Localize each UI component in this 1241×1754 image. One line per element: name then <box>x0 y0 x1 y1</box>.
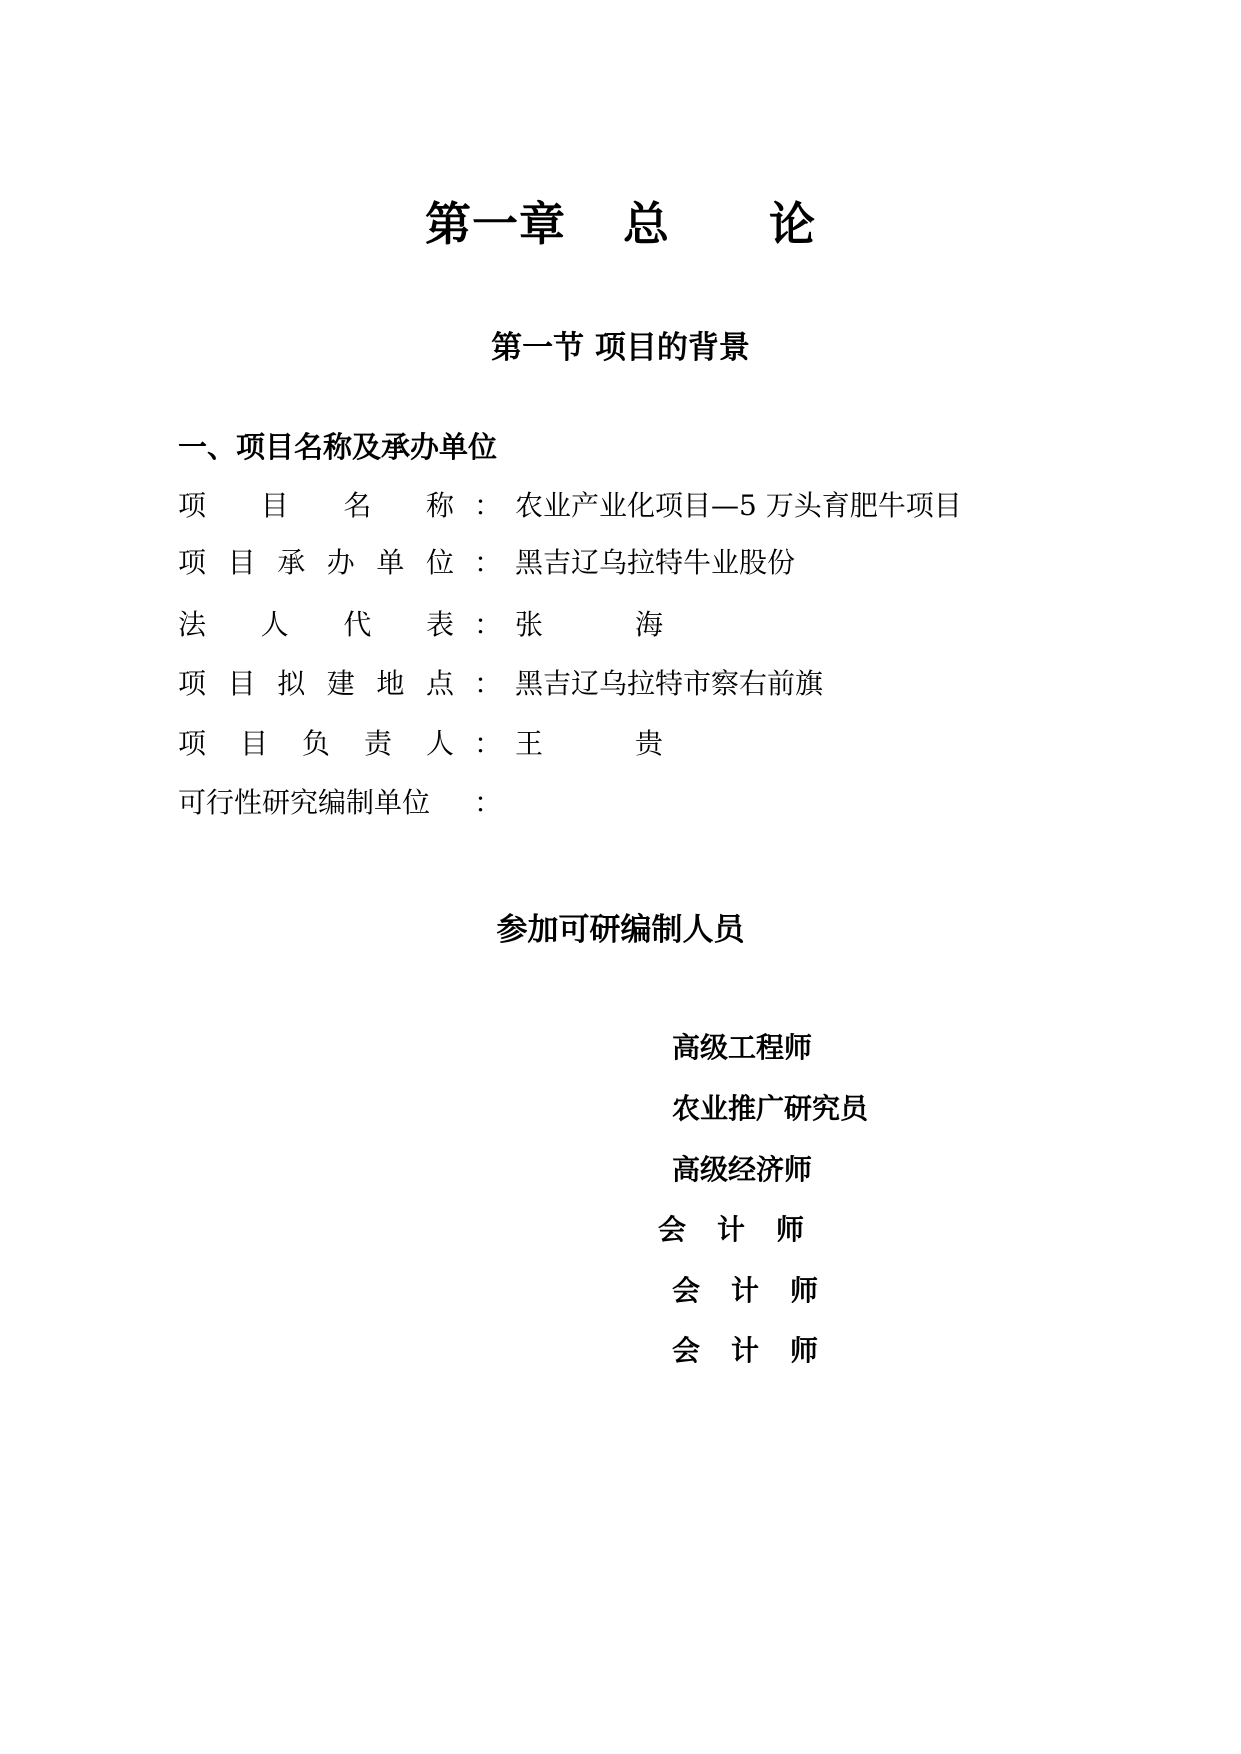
char: 人 <box>425 727 454 760</box>
field-value-part: 海 <box>634 608 663 641</box>
field-value-part: 王 <box>515 727 544 760</box>
char: 会 <box>658 1213 687 1246</box>
char: 目 <box>227 667 256 700</box>
staff-item <box>672 1269 818 1309</box>
staff-item: 高级经济师 <box>672 1153 813 1186</box>
field-colon: ： <box>474 727 503 760</box>
char: 单 <box>376 546 405 579</box>
char: 建 <box>326 667 355 700</box>
field-value-part: 张 <box>515 608 544 641</box>
char: 项 <box>178 727 207 760</box>
char: 目 <box>227 546 256 579</box>
field-colon: ： <box>474 489 503 522</box>
chapter-title-part1: 第一章 <box>424 197 566 251</box>
staff-item <box>672 1329 818 1369</box>
char: 项 <box>178 489 207 522</box>
chapter-title-part2: 总 <box>623 197 670 251</box>
field-value: 黑吉辽乌拉特市察右前旗 <box>515 667 824 700</box>
field-label <box>178 603 454 643</box>
chapter-title-part3: 论 <box>769 197 817 251</box>
field-label <box>178 541 454 581</box>
char: 会 <box>672 1274 701 1307</box>
char: 计 <box>716 1213 745 1246</box>
char: 师 <box>789 1334 818 1367</box>
field-colon: ： <box>474 786 503 819</box>
field-label <box>178 662 454 702</box>
char: 名 <box>343 489 372 522</box>
char: 人 <box>260 608 289 641</box>
char: 计 <box>730 1334 759 1367</box>
char: 地 <box>376 667 405 700</box>
char: 点 <box>425 667 454 700</box>
char: 目 <box>260 489 289 522</box>
staff-item <box>658 1208 804 1248</box>
field-colon: ： <box>474 667 503 700</box>
field-label <box>178 722 454 762</box>
char: 办 <box>326 546 355 579</box>
char: 项 <box>178 667 207 700</box>
char: 负 <box>301 727 330 760</box>
char: 拟 <box>277 667 306 700</box>
char: 表 <box>425 608 454 641</box>
field-value-part: 贵 <box>634 727 663 760</box>
staff-item: 农业推广研究员 <box>672 1092 869 1125</box>
char: 目 <box>239 727 268 760</box>
staff-item: 高级工程师 <box>672 1031 813 1064</box>
char: 位 <box>425 546 454 579</box>
field-value: 黑吉辽乌拉特牛业股份 <box>515 546 796 579</box>
char: 责 <box>363 727 392 760</box>
field-colon: ： <box>474 546 503 579</box>
char: 计 <box>730 1274 759 1307</box>
char: 法 <box>178 608 207 641</box>
staff-title: 参加可研编制人员 <box>496 912 745 948</box>
field-value <box>515 722 663 762</box>
field-label: 可行性研究编制单位 <box>178 786 431 819</box>
char: 师 <box>789 1274 818 1307</box>
char: 师 <box>775 1213 804 1246</box>
section-title: 第一节 项目的背景 <box>491 330 750 366</box>
field-label <box>178 484 454 524</box>
subheading: 一、项目名称及承办单位 <box>178 430 498 464</box>
char: 代 <box>343 608 372 641</box>
chapter-title <box>0 188 1241 254</box>
char: 承 <box>277 546 306 579</box>
char: 会 <box>672 1334 701 1367</box>
field-value <box>515 603 663 643</box>
char: 称 <box>425 489 454 522</box>
field-colon: ： <box>474 608 503 641</box>
field-value: 农业产业化项目—5 万头育肥牛项目 <box>515 489 962 522</box>
char: 项 <box>178 546 207 579</box>
